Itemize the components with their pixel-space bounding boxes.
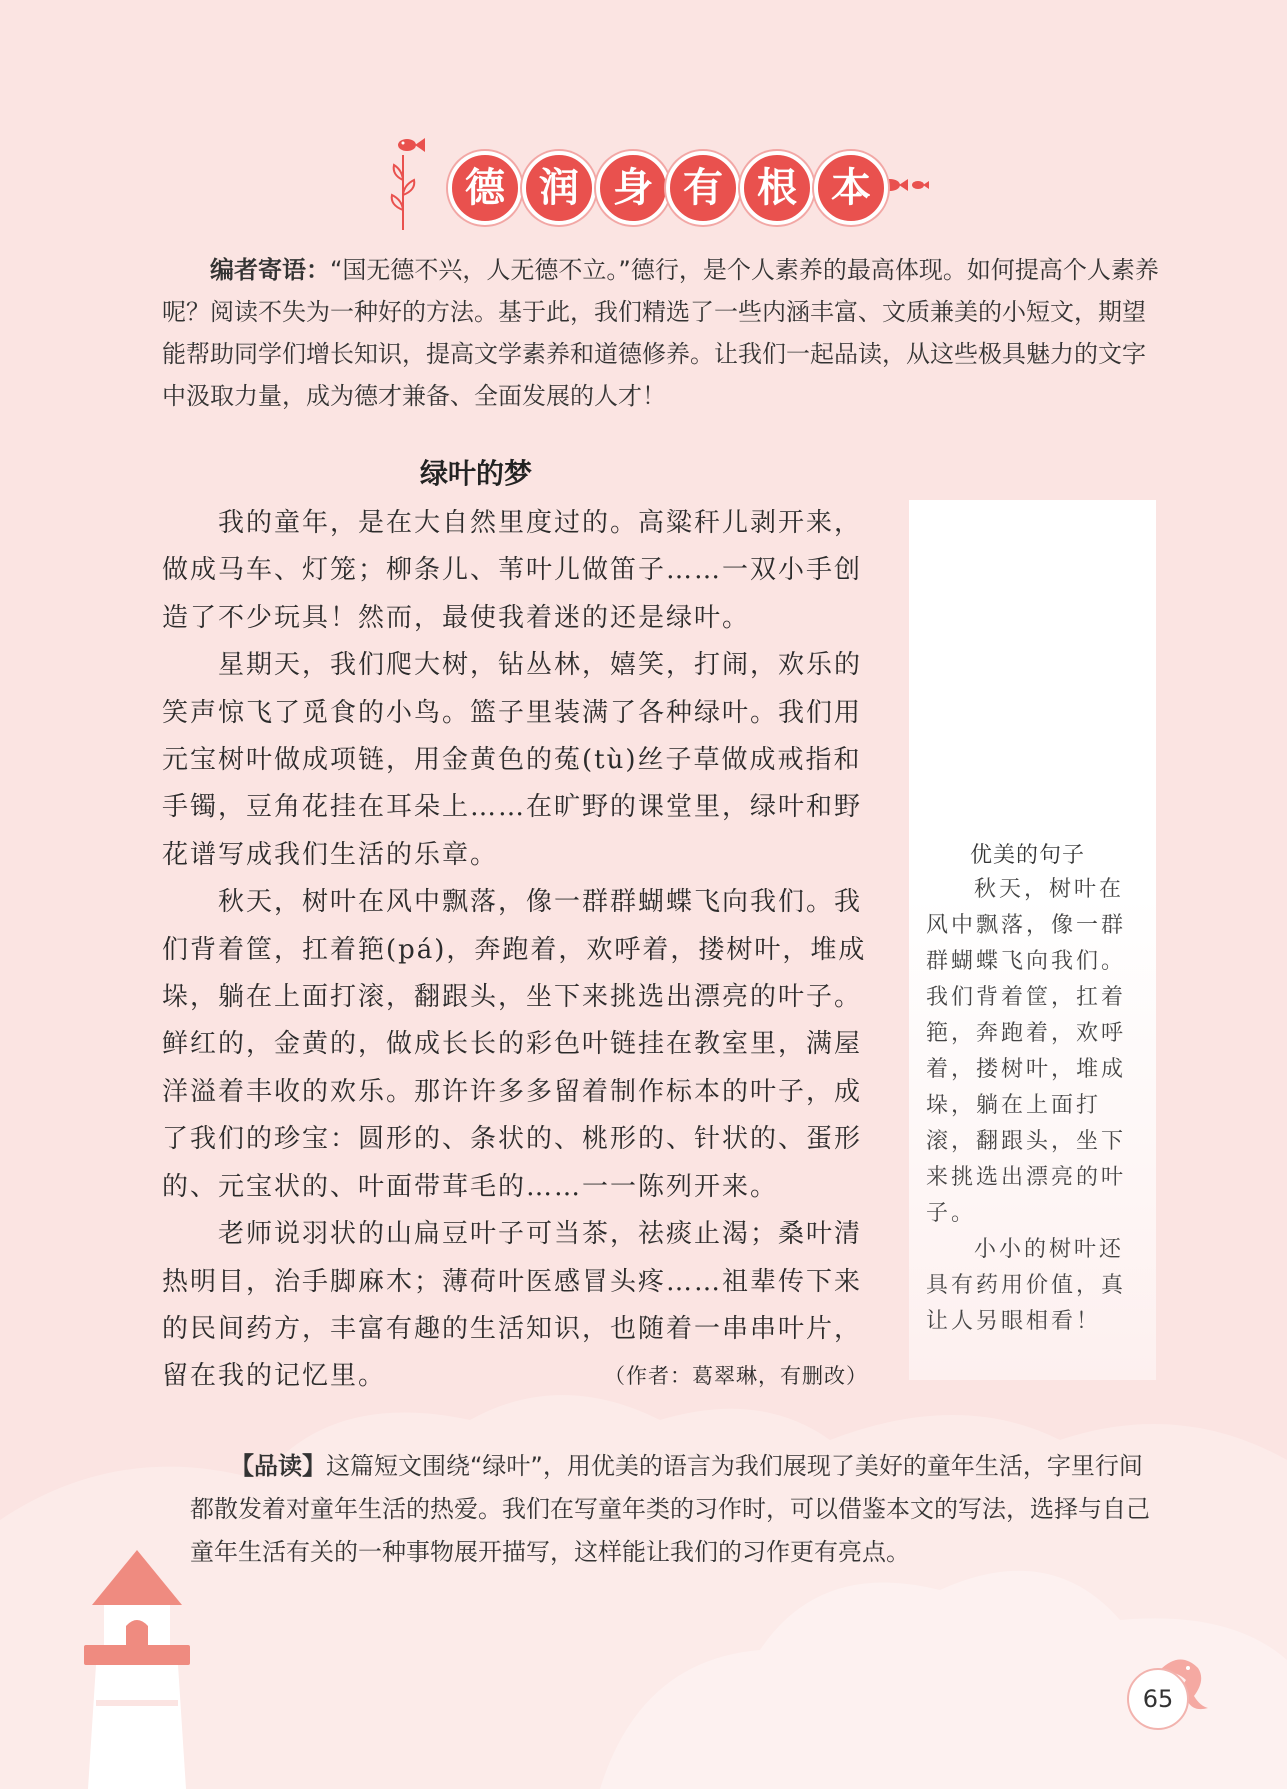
banner-char: 德	[448, 151, 522, 225]
article-body	[162, 500, 868, 1401]
banner-char: 本	[814, 151, 888, 225]
sidebar-title: 优美的句子	[970, 843, 1086, 868]
review-note	[190, 1445, 1165, 1574]
sidebar-note: 秋天，树叶在风中飘落，像一群群蝴蝶飞向我们。我们背着筐，扛着筢，奔跑着，欢呼着，搂树叶，堆成垛，躺在上面打滚，翻跟头，坐下来挑选出漂亮的叶子。	[926, 877, 1127, 1226]
review-label: 【品读】	[230, 1452, 326, 1480]
article-title: 绿叶的梦	[420, 457, 533, 490]
banner-char: 身	[596, 151, 670, 225]
banner-char: 根	[740, 151, 814, 225]
banner-char: 润	[522, 151, 596, 225]
article-paragraph	[162, 1211, 868, 1401]
article-paragraph: 星期天，我们爬大树，钻丛林，嬉笑，打闹，欢乐的笑声惊飞了觅食的小鸟。篮子里装满了各种绿叶。我们用元宝树叶做成项链，用金黄色的菟(tù)丝子草做成戒指和手镯，豆角花挂在耳朵上……在旷野的课堂里，绿叶和野花谱写成我们生活的乐章。	[162, 650, 863, 870]
article-paragraph: 我的童年，是在大自然里度过的。高粱秆儿剥开来，做成马车、灯笼；柳条儿、苇叶儿做笛子……一双小手创造了不少玩具！然而，最使我着迷的还是绿叶。	[162, 508, 863, 633]
article-paragraph-text: 老师说羽状的山扁豆叶子可当茶，祛痰止渴；桑叶清热明目，治手脚麻木；薄荷叶医感冒头疼……祖辈传下来的民间药方，丰富有趣的生活知识，也随着一串串叶片，留在我的记忆里。	[162, 1219, 863, 1392]
article-author: （作者：葛翠琳，有删改）	[604, 1364, 868, 1389]
banner-char: 有	[666, 151, 740, 225]
editor-note-label: 编者寄语：	[210, 256, 330, 284]
editor-note	[162, 249, 1162, 417]
annotation-sidebar	[909, 500, 1156, 1380]
review-text: 这篇短文围绕“绿叶”，用优美的语言为我们展现了美好的童年生活，字里行间都散发着对童年生活的热爱。我们在写童年类的习作时，可以借鉴本文的写法，选择与自己童年生活有关的一种事物展开描写，这样能让我们的习作更有亮点。	[190, 1452, 1150, 1566]
sidebar-note: 小小的树叶还具有药用价值，真让人另眼相看！	[926, 1237, 1127, 1334]
article-paragraph: 秋天，树叶在风中飘落，像一群群蝴蝶飞向我们。我们背着筐，扛着筢(pá)，奔跑着，欢呼着，搂树叶，堆成垛，躺在上面打滚，翻跟头，坐下来挑选出漂亮的叶子。鲜红的，金黄的，做成长长的彩色叶链挂在教室里，满屋洋溢着丰收的欢乐。那许许多多留着制作标本的叶子，成了我们的珍宝：圆形的、条状的、桃形的、针状的、蛋形的、元宝状的、叶面带茸毛的……一一陈列开来。	[162, 887, 867, 1202]
page-number: 65	[1127, 1668, 1189, 1730]
editor-note-text: “国无德不兴，人无德不立。”德行，是个人素养的最高体现。如何提高个人素养呢？阅读不失为一种好的方法。基于此，我们精选了一些内涵丰富、文质兼美的小短文，期望能帮助同学们增长知识，提高文学素养和道德修养。让我们一起品读，从这些极具魅力的文字中汲取力量，成为德才兼备、全面发展的人才！	[162, 256, 1159, 410]
lighthouse-icon	[82, 1550, 192, 1789]
